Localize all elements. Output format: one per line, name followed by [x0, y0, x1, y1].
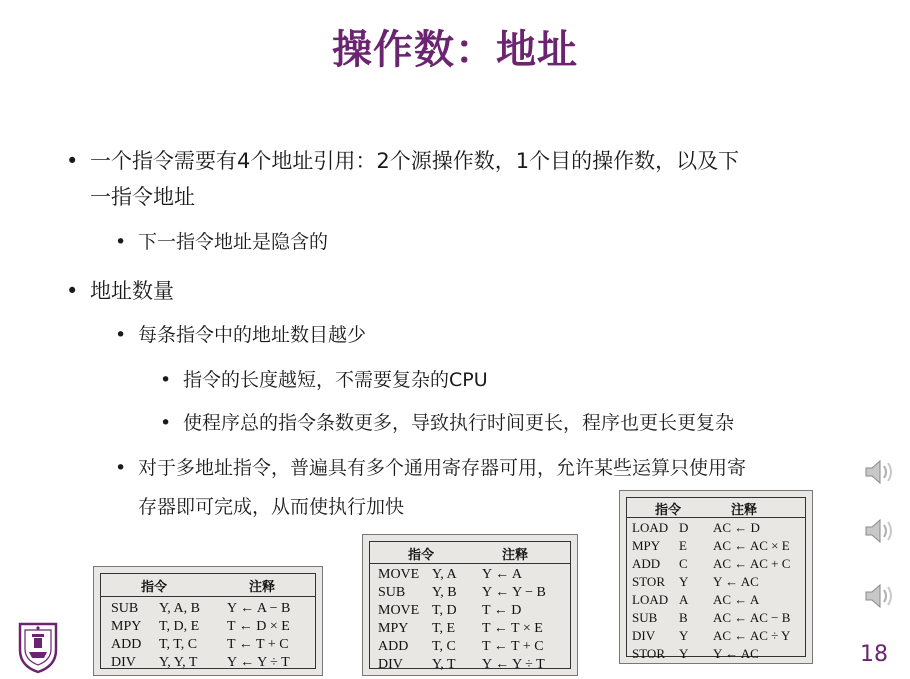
university-logo-icon: [17, 620, 59, 674]
speaker-icon[interactable]: [862, 580, 896, 612]
one-address-table: 指令 注释 LOAD D AC ← D MPY E AC ← AC × E ADD C AC ← AC + C STOR Y Y ← AC LOAD A AC ← A SUB B AC ← AC − B DIV Y AC ← AC ÷ Y STOR Y Y ← AC: [619, 490, 813, 664]
bullet-text: 地址数量: [90, 279, 174, 303]
bullet-text: 每条指令中的地址数目越少: [138, 324, 367, 346]
table-header-note: 注释: [502, 548, 529, 563]
table-header-instruction: 指令: [141, 580, 168, 595]
bullet-text: 下一指令地址是隐含的: [138, 231, 329, 253]
table-divider: [627, 517, 805, 518]
table-header-note: 注释: [249, 580, 276, 595]
bullet-dot: •: [66, 149, 79, 173]
bullet-dot: •: [160, 369, 172, 391]
three-address-table: 指令 注释 SUB Y, A, B Y ← A − B MPY T, D, E T ← D × E ADD T, T, C T ← T + C DIV Y, Y, T Y ← Y ÷ T: [93, 566, 323, 676]
bullet-text: 对于多地址指令，普遍具有多个通用寄存器可用，允许某些运算只使用寄: [138, 457, 747, 479]
table-header-instruction: 指令: [408, 548, 435, 563]
bullet-text: 一指令地址: [90, 185, 195, 209]
table-divider: [101, 596, 315, 597]
page-number: 18: [860, 642, 888, 667]
bullet-text: 存器即可完成，从而使执行加快: [138, 496, 405, 518]
speaker-icon[interactable]: [862, 456, 896, 488]
speaker-icon[interactable]: [862, 515, 896, 547]
two-address-table: 指令 注释 MOVE Y, A Y ← A SUB Y, B Y ← Y − B MOVE T, D T ← D MPY T, E T ← T × E ADD T, C T ← T + C DIV Y, T Y ← Y ÷ T: [362, 534, 578, 676]
table-header-instruction: 指令: [655, 503, 682, 518]
bullet-dot: •: [115, 457, 127, 479]
bullet-dot: •: [115, 324, 127, 346]
bullet-dot: •: [160, 412, 172, 434]
table-divider: [370, 563, 570, 564]
bullet-dot: •: [115, 231, 127, 253]
slide-title: 操作数：地址: [332, 27, 578, 73]
bullet-text: 使程序总的指令条数更多，导致执行时间更长，程序也更长更复杂: [183, 412, 735, 434]
bullet-dot: •: [66, 279, 79, 303]
table-header-note: 注释: [731, 503, 758, 518]
bullet-text: 一个指令需要有4个地址引用：2个源操作数，1个目的操作数，以及下: [90, 149, 740, 173]
bullet-text: 指令的长度越短，不需要复杂的CPU: [183, 369, 488, 391]
